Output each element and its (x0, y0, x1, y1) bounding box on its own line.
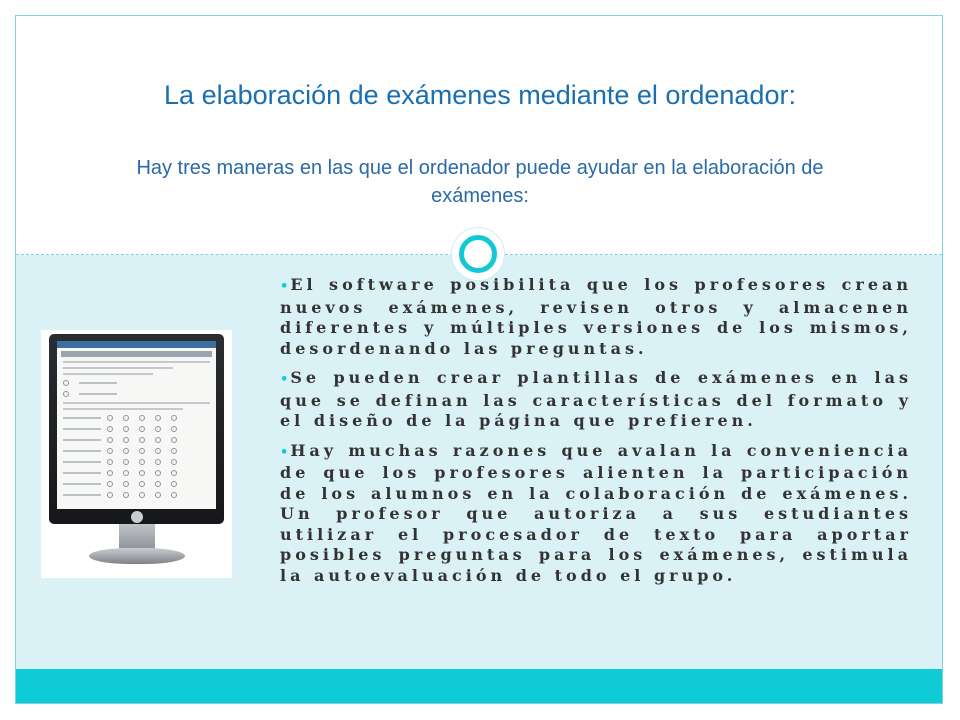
footer-bar (16, 669, 942, 703)
monitor-screen (57, 341, 216, 509)
slide-subtitle: Hay tres maneras en las que el ordenador puede ayudar en la elaboración de exámenes: (136, 157, 824, 207)
monitor-base (89, 548, 185, 564)
bullet-text: El software posibilita que los profesores crean nuevos exámenes, revisen otros y almacenen diferentes y múltiples versiones de los mismos, desordenando las preguntas. (280, 275, 912, 358)
slide-title: La elaboración de exámenes mediante el ordenador: (164, 80, 796, 110)
bullet-item (280, 441, 912, 587)
bullet-text: Se pueden crear plantillas de exámenes en las que se definan las características del formato y el diseño de la página que prefieren. (280, 368, 912, 430)
bullet-icon: • (280, 444, 289, 460)
brand-logo-icon (131, 511, 143, 523)
monitor-bezel (49, 334, 224, 524)
bullet-icon: • (280, 372, 289, 387)
ring-icon (452, 228, 504, 280)
bullet-item (280, 368, 912, 432)
slide-header (16, 16, 942, 254)
bullet-list (280, 275, 912, 595)
bullet-item (280, 275, 912, 359)
bullet-icon: • (280, 279, 289, 294)
monitor-image (41, 330, 232, 578)
bullet-text: Hay muchas razones que avalan la conveniencia de que los profesores alienten la participación de los alumnos en la colaboración de exámenes. Un profesor que autoriza a sus estudiantes utilizar el procesador de texto para aportar posibles preguntas para los exámenes, estimula la autoevaluación de todo el grupo. (280, 440, 912, 585)
monitor-stand (119, 524, 155, 550)
